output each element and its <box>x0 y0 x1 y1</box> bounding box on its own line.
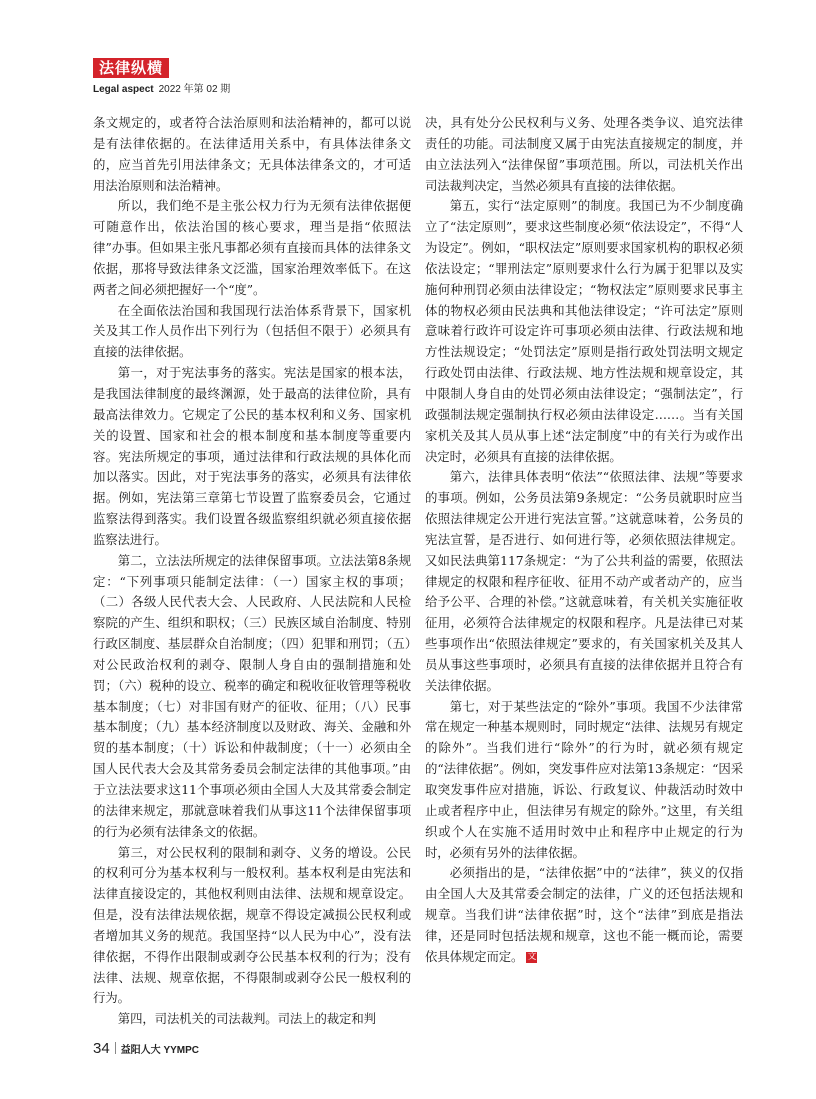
paragraph <box>93 843 411 1010</box>
paragraph-text: 必须指出的是，“法律依据”中的“法律”，狭义的仅指由全国人大及其常委会制定的法律，广义的还包括法规和规章。当我们讲“法律依据”时，这个“法律”到底是指法律，还是同时包括法规和规章，这也不能一概而论，需要依具体规定而定。 <box>425 865 743 964</box>
paragraph-text: 第七，对于某些法定的“除外”事项。我国不少法律常常在规定一种基本规则时，同时规定“法律、法规另有规定的除外”。当我们进行“除外”的行为时，就必须有规定的“法律依据”。例如，突发事件应对法第13条规定：“因采取突发事件应对措施，诉讼、行政复议、仲裁活动时效中止或者程序中止，但法律另有规定的除外。”这里，有关组织或个人在实施不适用时效中止和程序中止规定的行为时，必须有另外的法律依据。 <box>425 698 743 860</box>
issue-label: 2022 年第 02 期 <box>158 84 231 95</box>
paragraph <box>425 467 743 696</box>
paragraph <box>425 863 743 967</box>
issue-line <box>93 80 230 95</box>
column-brand: 法律纵横 <box>93 58 169 78</box>
page-number: 34 <box>93 1040 110 1057</box>
paragraph <box>93 363 411 551</box>
paragraph-text: 第二，立法法所规定的法律保留事项。立法法第8条规定：“下列事项只能制定法律：（一）国家主权的事项；（二）各级人民代表大会、人民政府、人民法院和人民检察院的产生、组织和职权；（三）民族区域自治制度、特别行政区制度、基层群众自治制度；（四）犯罪和刑罚；（五）对公民政治权利的剥夺、限制人身自由的强制措施和处罚；（六）税种的设立、税率的确定和税收征收管理等税收基本制度；（七）对非国有财产的征收、征用；（八）民事基本制度；（九）基本经济制度以及财政、海关、金融和外贸的基本制度；（十）诉讼和仲裁制度；（十一）必须由全国人民代表大会及其常务委员会制定法律的其他事项。”由于立法法要求这11个事项必须由全国人大及其常委会制定的法律来规定，那就意味着我们从事这11个法律保留事项的行为必须有法律条文的依据。 <box>93 552 411 839</box>
paragraph-text: 决，具有处分公民权利与义务、处理各类争议、追究法律责任的功能。司法制度又属于由宪法直接规定的制度，并由立法法列入“法律保留”事项范围。所以，司法机关作出司法裁判决定，当然必须具有直接的法律依据。 <box>425 115 743 193</box>
end-mark-icon: 文 <box>527 951 537 962</box>
paragraph-text: 在全面依法治国和我国现行法治体系背景下，国家机关及其工作人员作出下列行为（包括但不限于）必须具有直接的法律依据。 <box>93 302 411 360</box>
page-footer <box>93 1040 199 1058</box>
paragraph-text: 第一，对于宪法事务的落实。宪法是国家的根本法，是我国法律制度的最终渊源，处于最高的法律位阶，具有最高法律效力。它规定了公民的基本权利和义务、国家机关的设置、国家和社会的根本制度和基本制度等重要内容。宪法所规定的事项，通过法律和行政法规的具体化而加以落实。因此，对于宪法事务的落实，必须具有法律依据。例如，宪法第三章第七节设置了监察委员会，它通过监察法得到落实。我们设置各级监察组织就必须直接依据监察法进行。 <box>93 365 411 547</box>
paragraph-text: 条文规定的，或者符合法治原则和法治精神的，都可以说是有法律依据的。在法律适用关系中，有具体法律条文的，应当首先引用法律条文；无具体法律条文的，才可适用法治原则和法治精神。 <box>93 115 411 193</box>
right-column <box>425 113 743 968</box>
paragraph <box>425 113 743 196</box>
paragraph <box>93 551 411 843</box>
paragraph-text: 第三，对公民权利的限制和剥夺、义务的增设。公民的权利可分为基本权利与一般权利。基本权利是由宪法和法律直接设定的，其他权利则由法律、法规和规章设定。但是，没有法律法规依据，规章不得设定减损公民权利或者增加其义务的规范。我国坚持“以人民为中心”，没有法律依据，不得作出限制或剥夺公民基本权利的行为；没有法律、法规、规章依据，不得限制或剥夺公民一般权利的行为。 <box>93 844 411 1006</box>
footer-brand: 益阳人大 YYMPC <box>120 1045 200 1056</box>
paragraph-text: 第五，实行“法定原则”的制度。我国已为不少制度确立了“法定原则”，要求这些制度必须“依法设定”，不得“人为设定”。例如，“职权法定”原则要求国家机构的职权必须依法设定；“罪刑法定”原则要求什么行为属于犯罪以及实施何种刑罚必须由法律设定；“物权法定”原则要求民事主体的物权必须由民法典和其他法律设定；“许可法定”原则意味着行政许可设定许可事项必须由法律、行政法规和地方性法规设定；“处罚法定”原则是指行政处罚法明文规定行政处罚由法律、行政法规、地方性法规和规章设定，其中限制人身自由的处罚必须由法律设定；“强制法定”，行政强制法规定强制执行权必须由法律设定……。当有关国家机关及其人员从事上述“法定制度”中的有关行为或作出决定时，必须具有直接的法律依据。 <box>425 198 743 464</box>
paragraph <box>93 1009 411 1030</box>
footer-divider <box>115 1042 116 1054</box>
paragraph-text: 所以，我们绝不是主张公权力行为无须有法律依据便可随意作出，依法治国的核心要求，理当是指“依照法律”办事。但如果主张凡事都必须有直接而具体的法律条文依据，那将导致法律条文泛滥，国家治理效率低下。在这两者之间必须把握好一个“度”。 <box>93 198 411 297</box>
paragraph-text: 第六，法律具体表明“依法”“依照法律、法规”等要求的事项。例如，公务员法第9条规定：“公务员就职时应当依照法律规定公开进行宪法宣誓。”这就意味着，公务员的宪法宣誓，是否进行、如何进行等，必须依照法律规定。又如民法典第117条规定：“为了公共利益的需要，依照法律规定的权限和程序征收、征用不动产或者动产的，应当给予公平、合理的补偿。”这就意味着，有关机关实施征收征用，必须符合法律规定的权限和程序。凡是法律已对某些事项作出“依照法律规定”要求的，有关国家机关及其人员从事这些事项时，必须具有直接的法律依据并且符合有关法律依据。 <box>425 469 743 693</box>
paragraph <box>425 196 743 467</box>
paragraph <box>93 301 411 364</box>
left-column <box>93 113 411 1030</box>
paragraph <box>425 697 743 864</box>
paragraph <box>93 113 411 196</box>
paragraph <box>93 196 411 300</box>
page-header <box>93 58 230 95</box>
paragraph-text: 第四，司法机关的司法裁判。司法上的裁定和判 <box>117 1011 376 1027</box>
brand-english: Legal aspect <box>93 84 154 95</box>
